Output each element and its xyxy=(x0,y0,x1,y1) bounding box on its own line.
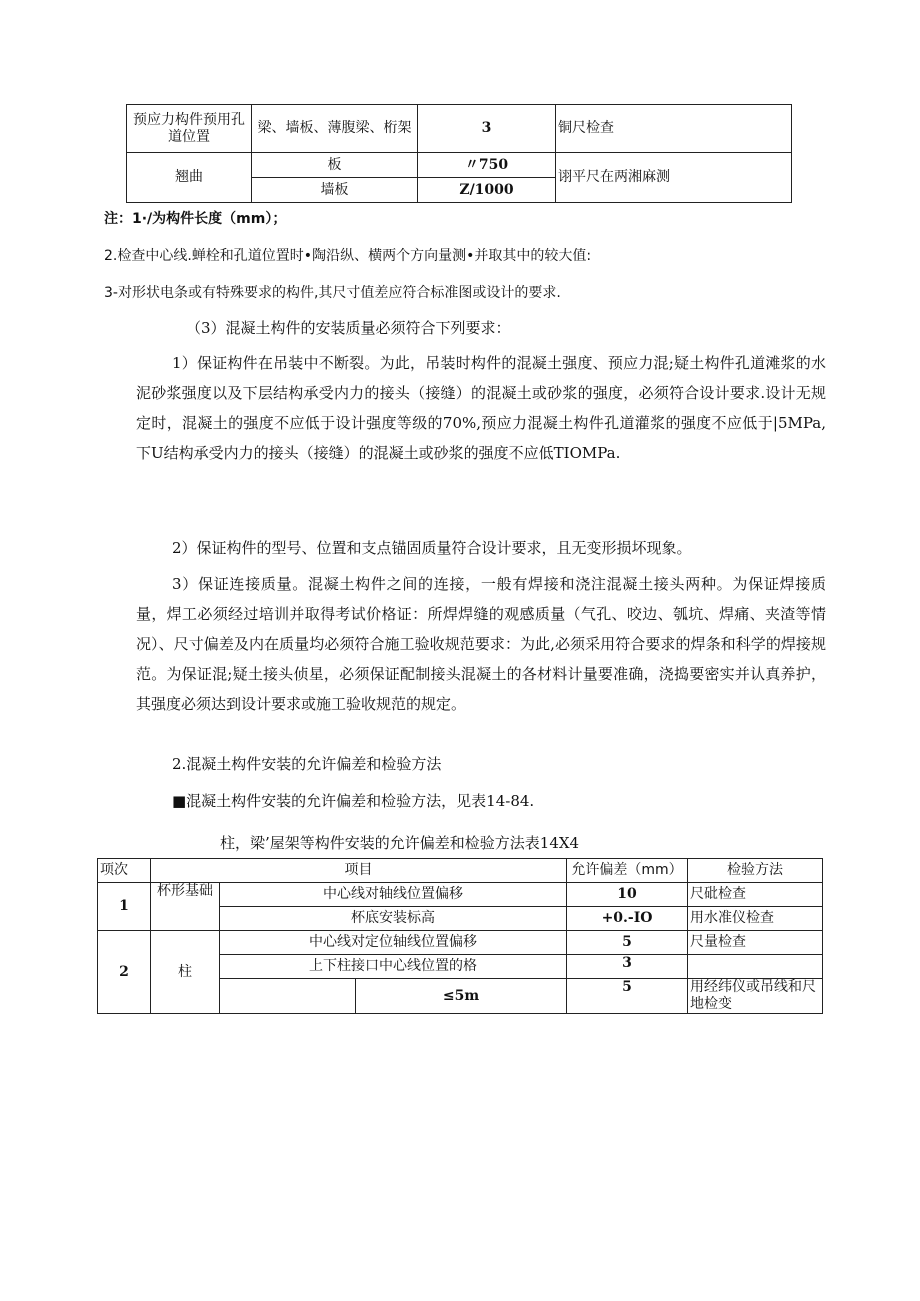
table-cell-method: 诩平尺在两湘麻测 xyxy=(556,153,792,203)
tolerance-table-bottom xyxy=(97,858,823,1014)
table-cell-item: 中心线对轴线位置偏移 xyxy=(220,883,567,907)
table-cell-value: 5 xyxy=(567,931,688,955)
table-row xyxy=(127,105,792,153)
table-cell-item: 中心线对定位轴线位置偏移 xyxy=(220,931,567,955)
table-cell-group: 柱 xyxy=(151,931,220,1014)
column-header: 项次 xyxy=(98,859,151,883)
table-cell-item: 预应力构件预用孔道位置 xyxy=(127,105,252,153)
table-cell-no: 2 xyxy=(98,931,151,1014)
table-cell-item: 上下柱接口中心线位置的格 xyxy=(220,955,567,979)
table-row xyxy=(98,931,823,955)
paragraph: ■混凝土构件安装的允许偏差和检验方法，见表14-84. xyxy=(172,792,535,810)
table-cell-method xyxy=(688,955,823,979)
table-cell-sub: 板 xyxy=(252,153,418,178)
table-header-row xyxy=(98,859,823,883)
table-cell-method: 用水准仪检查 xyxy=(688,907,823,931)
note-line: 3-对形状电条或有特殊要求的构件,其尺寸值差应符合标准图或设计的要求. xyxy=(104,285,561,301)
table-cell-sub: 墙板 xyxy=(252,178,418,203)
table-cell-sub: ≤5m xyxy=(356,979,567,1014)
note-line: 2.检查中心线.蝉栓和孔道位置时•陶沿纵、横两个方向量测•并取其中的较大值: xyxy=(104,248,592,264)
table-cell-method: 尺量检查 xyxy=(688,931,823,955)
table-cell-method: 铜尺检查 xyxy=(556,105,792,153)
table-cell-value: 3 xyxy=(418,105,556,153)
table-cell-value: 〃750 xyxy=(418,153,556,178)
table-cell-group: 杯形基础 xyxy=(151,883,220,931)
paragraph: 1）保证构件在吊装中不断裂。为此，吊装时构件的混凝土强度、预应力混;疑土构件孔道滩浆的水泥砂浆强度以及下层结构承受内力的接头（接缝）的混凝土或砂浆的强度，必须符合设计要求.设计无规定时，混凝土的强度不应低于设计强度等级的70%,预应力混凝土构件孔道灌浆的强度不应低于|5MPa,下U结构承受内力的接头（接缝）的混凝土或砂浆的强度不应低TIOMPa. xyxy=(136,354,826,462)
table-cell-method: 用经纬仪或吊线和尺地检变 xyxy=(688,979,823,1014)
paragraph: 2）保证构件的型号、位置和支点锚固质量符合设计要求，且无变形损坏现象。 xyxy=(172,539,692,557)
table-cell-value: +0.-IO xyxy=(567,907,688,931)
table-cell-item: 翘曲 xyxy=(127,153,252,203)
table-row xyxy=(98,883,823,907)
table-caption: 柱，梁’屋架等构件安装的允许偏差和检验方法表14X4 xyxy=(220,834,580,852)
section-heading: 2.混凝土构件安装的允许偏差和检验方法 xyxy=(172,755,442,773)
table-cell-no: 1 xyxy=(98,883,151,931)
tolerance-table-top xyxy=(126,104,792,203)
paragraph: 3）保证连接质量。混凝土构件之间的连接，一般有焊接和浇注混凝土接头两种。为保证焊接质量，焊工必须经过培训并取得考试价格证：所焊焊缝的观感质量（气孔、咬边、瓠坑、焊痛、夹渣等情况）、尺寸偏差及内在质量均必须符合施工验收规范要求：为此,必须采用符合要求的焊条和科学的焊接规范。为保证混;疑土接头侦星，必须保证配制接头混凝土的各材料计量要准确，浇捣要密实并认真养护，其强度必须达到设计要求或施工验收规范的规定。 xyxy=(136,575,826,713)
section-heading: （3）混凝土构件的安装质量必须符合下列要求： xyxy=(186,319,511,337)
table-row xyxy=(127,153,792,178)
table-cell-sub: 梁、墙板、薄腹梁、桁架 xyxy=(252,105,418,153)
table-cell-value: 5 xyxy=(567,979,688,1014)
table-cell-value: 3 xyxy=(567,955,688,979)
table-cell-value: Z/1000 xyxy=(418,178,556,203)
column-header: 允许偏差（mm） xyxy=(567,859,688,883)
table-cell-item: 杯底安装标高 xyxy=(220,907,567,931)
table-cell-empty xyxy=(220,979,356,1014)
table-cell-value: 10 xyxy=(567,883,688,907)
column-header: 项目 xyxy=(151,859,567,883)
note-line: 注：1·/为构件长度（mm）； xyxy=(104,211,287,227)
column-header: 检验方法 xyxy=(688,859,823,883)
table-cell-method: 尺砒检查 xyxy=(688,883,823,907)
